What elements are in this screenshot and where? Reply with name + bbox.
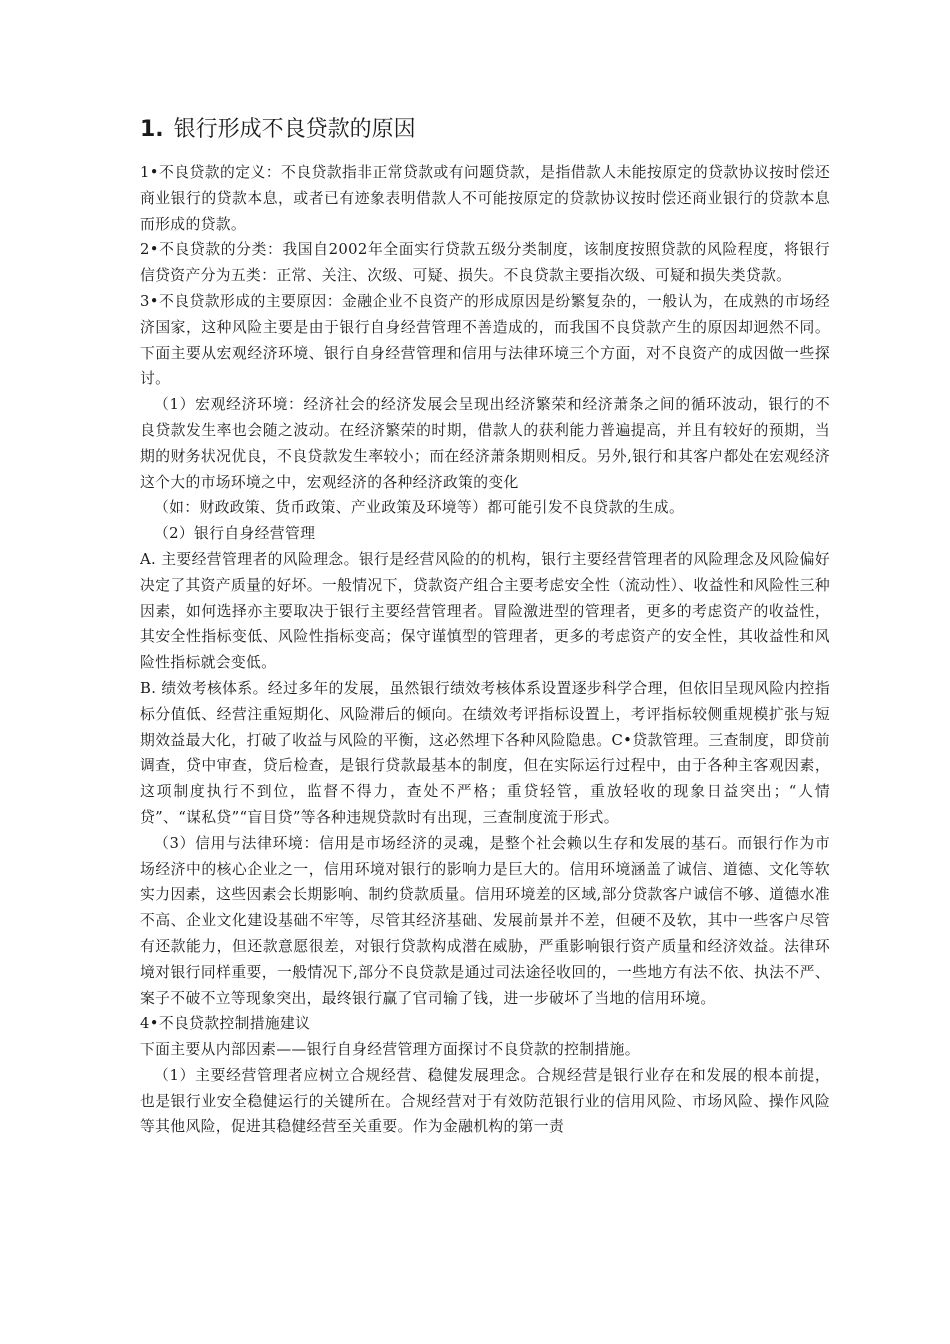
paragraph-macro-policies: （如：财政政策、货币政策、产业政策及环境等）都可能引发不良贷款的生成。 bbox=[154, 499, 685, 517]
paragraph-compliance: （1）主要经营管理者应树立合规经营、稳健发展理念。合规经营是银行业存在和发展的根本前提，也是银行业安全稳健运行的关键所在。合规经营对于有效防范银行业的信用风险、市场风险、操作风险等其他风险，促进其稳健经营至关重要。作为金融机构的第一责 bbox=[140, 1066, 830, 1136]
document-page bbox=[140, 114, 830, 1140]
subheading-control-measures: 4•不良贷款控制措施建议 bbox=[140, 1015, 311, 1033]
paragraph-macro-environment: （1）宏观经济环境：经济社会的经济发展会呈现出经济繁荣和经济萧条之间的循环波动，银行的不良贷款发生率也会随之波动。在经济繁荣的时期，借款人的获利能力普遍提高，并且有较好的预期，当期的财务状况优良，不良贷款发生率较小；而在经济萧条期则相反。另外,银行和其客户都处在宏观经济这个大的市场环境之中，宏观经济的各种经济政策的变化 bbox=[140, 396, 830, 491]
section-number: 1. bbox=[140, 117, 164, 142]
section-title: 银行形成不良贷款的原因 bbox=[173, 117, 416, 142]
paragraph-classification: 2•不良贷款的分类：我国自2002年全面实行贷款五级分类制度，该制度按照贷款的风险程度，将银行信贷资产分为五类：正常、关注、次级、可疑、损失。不良贷款主要指次级、可疑和损失类贷款。 bbox=[140, 241, 830, 285]
paragraph-credit-legal-environment: （3）信用与法律环境：信用是市场经济的灵魂，是整个社会赖以生存和发展的基石。而银行作为市场经济中的核心企业之一，信用环境对银行的影响力是巨大的。信用环境涵盖了诚信、道德、文化等软实力因素，这些因素会长期影响、制约贷款质量。信用环境差的区域,部分贷款客户诚信不够、道德水准不高、企业文化建设基础不牢等，尽管其经济基础、发展前景并不差，但硬不及软，其中一些客户尽管有还款能力，但还款意愿很差，对银行贷款构成潜在威胁，严重影响银行资产质量和经济效益。法律环境对银行同样重要，一般情况下,部分不良贷款是通过司法途径收回的，一些地方有法不依、执法不严、案子不破不立等现象突出，最终银行赢了官司输了钱，进一步破坏了当地的信用环境。 bbox=[140, 834, 830, 1007]
paragraph-risk-philosophy: A. 主要经营管理者的风险理念。银行是经营风险的的机构，银行主要经营管理者的风险理念及风险偏好决定了其资产质量的好坏。一般情况下，贷款资产组合主要考虑安全性（流动性）、收益性和风险性三种因素，如何选择亦主要取决于银行主要经营管理者。冒险激进型的管理者，更多的考虑资产的收益性，其安全性指标变低、风险性指标变高；保守谨慎型的管理者，更多的考虑资产的安全性，其收益性和风险性指标就会变低。 bbox=[140, 550, 830, 672]
subheading-internal-management: （2）银行自身经营管理 bbox=[154, 525, 316, 543]
paragraph-main-causes: 3•不良贷款形成的主要原因：金融企业不良资产的形成原因是纷繁复杂的，一般认为，在成熟的市场经济国家，这种风险主要是由于银行自身经营管理不善造成的，而我国不良贷款产生的原因却迥然不同。下面主要从宏观经济环境、银行自身经营管理和信用与法律环境三个方面，对不良资产的成因做一些探讨。 bbox=[140, 292, 830, 388]
section-heading bbox=[140, 114, 830, 146]
paragraph-control-intro: 下面主要从内部因素——银行自身经营管理方面探讨不良贷款的控制措施。 bbox=[140, 1041, 640, 1059]
paragraph-definition: 1•不良贷款的定义：不良贷款指非正常贷款或有问题贷款，是指借款人未能按原定的贷款协议按时偿还商业银行的贷款本息，或者已有迹象表明借款人不可能按原定的贷款协议按时偿还商业银行的贷款本息而形成的贷款。 bbox=[140, 164, 830, 233]
paragraph-performance-assessment: B. 绩效考核体系。经过多年的发展，虽然银行绩效考核体系设置逐步科学合理，但依旧呈现风险内控指标分值低、经营注重短期化、风险滞后的倾向。在绩效考评指标设置上，考评指标较侧重规模扩张与短期效益最大化，打破了收益与风险的平衡，这必然埋下各种风险隐患。C•贷款管理。三查制度，即贷前调查，贷中审查，贷后检查，是银行贷款最基本的制度，但在实际运行过程中，由于各种主客观因素，这项制度执行不到位，监督不得力，查处不严格；重贷轻管，重放轻收的现象日益突出；“人情贷”、“谋私贷”“盲目贷”等各种违规贷款时有出现，三查制度流于形式。 bbox=[140, 679, 830, 826]
